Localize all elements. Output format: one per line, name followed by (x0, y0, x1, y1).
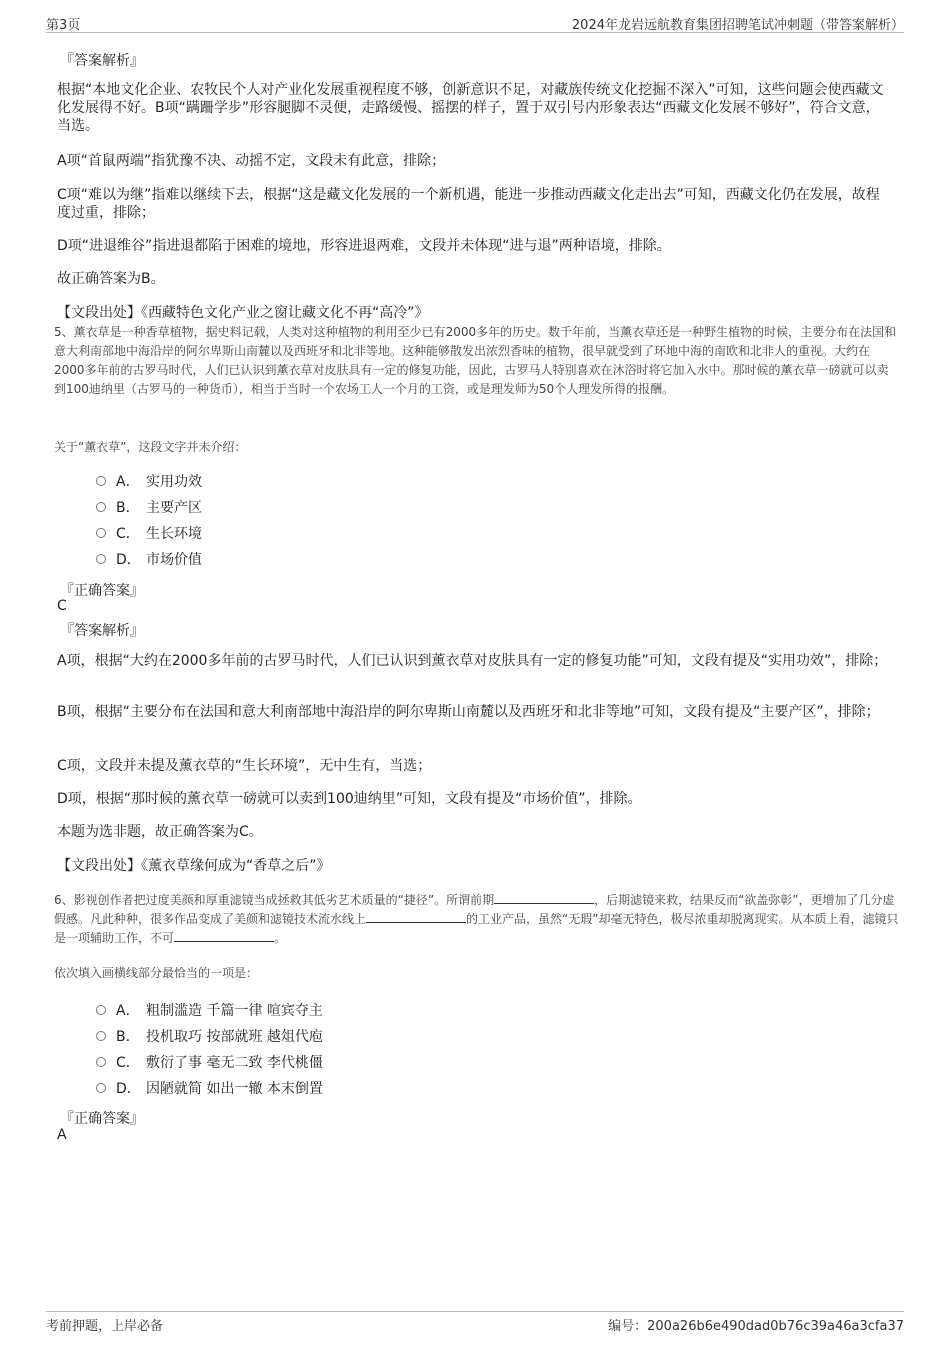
document-title: 2024年龙岩远航教育集团招聘笔试冲刺题（带答案解析） (571, 18, 904, 33)
correct-answer-label: 『正确答案』 (60, 1111, 144, 1127)
question-stem: 5、薰衣草是一种香草植物，据史料记载，人类对这种植物的利用至少已有2000多年的历史。数千年前，当薰衣草还是一种野生植物的时候，主要分布在法国和意大利南部地中海沿岸的阿尔卑斯山南麓以及西班牙和北非等地。这种能够散发出浓烈香味的植物，很早就受到了环地中海的南欧和北非人的重视。大约在2000多年前的古罗马时代，人们已认识到薰衣草对皮肤具有一定的修复功能，因此，古罗马人特别喜欢在沐浴时将它加入水中。那时候的薰衣草一磅就可以卖到100迪纳里（古罗马的一种货币），相当于当时一个农场工人一个月的工资，或是理发师为50个人理发所得的报酬。 (54, 325, 897, 396)
analysis-paragraph: 根据“本地文化企业、农牧民个人对产业化发展重视程度不够，创新意识不足，对藏族传统文化挖掘不深入”可知，这些问题会使西藏文化发展得不好。B项“蹒跚学步”形容腿脚不灵便，走路缓慢、摇摆的样子，置于双引号内形象表达“西藏文化发展不够好”，符合文意，当选。 (57, 82, 884, 134)
radio-button[interactable] (96, 1005, 106, 1015)
correct-answer: A (57, 1127, 67, 1143)
option-d[interactable] (96, 551, 202, 569)
document-code: 编号：200a26b6e490dad0b76c39a46a3cfa37 (608, 1319, 904, 1334)
radio-button[interactable] (96, 476, 106, 486)
page-header (46, 14, 904, 33)
option-letter: D． (116, 552, 141, 568)
analysis-paragraph: A项，根据“大约在2000多年前的古罗马时代，人们已认识到薰衣草对皮肤具有一定的修复功能”可知，文段有提及“实用功效”，排除； (57, 653, 888, 669)
analysis-label: 『答案解析』 (60, 623, 144, 639)
fill-blank (494, 891, 594, 904)
source-citation: 【文段出处】《西藏特色文化产业之窗让藏文化不再“高冷”》 (57, 305, 429, 321)
answer-conclusion: 故正确答案为B。 (57, 271, 165, 287)
stem-part: 6、影视创作者把过度美颜和厚重滤镜当成拯救其低劣艺术质量的“捷径”。所谓前期 (54, 893, 495, 907)
option-text: 主要产区 (146, 500, 202, 516)
option-text: 市场价值 (146, 552, 202, 568)
option-letter: B． (116, 1029, 140, 1045)
page-footer (46, 1311, 904, 1335)
radio-button[interactable] (96, 502, 106, 512)
analysis-paragraph: D项，根据“那时候的薰衣草一磅就可以卖到100迪纳里”可知，文段有提及“市场价值”，排除。 (57, 791, 642, 807)
analysis-paragraph: A项“首鼠两端”指犹豫不决、动摇不定，文段未有此意，排除； (57, 153, 446, 169)
option-c[interactable] (96, 525, 202, 543)
option-letter: C． (116, 526, 140, 542)
option-a[interactable] (96, 1002, 323, 1020)
option-text: 粗制滥造 千篇一律 喧宾夺主 (146, 1003, 323, 1019)
radio-button[interactable] (96, 1057, 106, 1067)
radio-button[interactable] (96, 554, 106, 564)
option-text: 投机取巧 按部就班 越俎代庖 (146, 1029, 323, 1045)
option-letter: C． (116, 1055, 140, 1071)
option-d[interactable] (96, 1080, 323, 1098)
option-b[interactable] (96, 499, 202, 517)
analysis-paragraph: B项，根据“主要分布在法国和意大利南部地中海沿岸的阿尔卑斯山南麓以及西班牙和北非等地”可知，文段有提及“主要产区”，排除； (57, 704, 880, 720)
radio-button[interactable] (96, 1083, 106, 1093)
stem-part: 的工业产品，虽然“无瑕”却毫无特色，极尽浓重却脱离现实。从本质上看，滤镜只是一项辅助工作，不可 (54, 912, 899, 945)
page-number: 第3页 (46, 18, 81, 33)
option-letter: D． (116, 1081, 141, 1097)
analysis-label: 『答案解析』 (60, 53, 144, 69)
option-text: 生长环境 (146, 526, 202, 542)
source-citation: 【文段出处】《薰衣草缘何成为“香草之后”》 (57, 858, 331, 874)
fill-blank (174, 929, 274, 942)
option-text: 实用功效 (146, 474, 202, 490)
analysis-paragraph: D项“进退维谷”指进退都陷于困难的境地，形容进退两难，文段并未体现“进与退”两种语境，排除。 (57, 238, 671, 254)
stem-part: ，后期滤镜来救，结果反而“欲盖弥彰”，更增加了几分虚假感。凡此种种，很多作品变成了美颜和滤镜技术流水线上 (54, 893, 895, 926)
answer-conclusion: 本题为选非题，故正确答案为C。 (57, 824, 263, 840)
analysis-paragraph: C项“难以为继”指难以继续下去，根据“这是藏文化发展的一个新机遇，能进一步推动西藏文化走出去”可知，西藏文化仍在发展，故程度过重，排除； (57, 187, 880, 221)
question-prompt: 依次填入画横线部分最恰当的一项是： (54, 966, 259, 980)
radio-button[interactable] (96, 528, 106, 538)
option-text: 因陋就简 如出一辙 本末倒置 (146, 1081, 323, 1097)
radio-button[interactable] (96, 1031, 106, 1041)
option-b[interactable] (96, 1028, 323, 1046)
question-stem (54, 891, 900, 948)
option-a[interactable] (96, 473, 202, 491)
question-prompt: 关于“薰衣草”，这段文字并未介绍： (54, 440, 247, 454)
option-letter: A． (116, 474, 140, 490)
correct-answer-label: 『正确答案』 (60, 583, 144, 599)
analysis-paragraph: C项，文段并未提及薰衣草的“生长环境”，无中生有，当选； (57, 758, 432, 774)
fill-blank (366, 910, 466, 923)
option-letter: B． (116, 500, 140, 516)
footer-slogan: 考前押题，上岸必备 (46, 1319, 164, 1334)
option-text: 敷衍了事 毫无二致 李代桃僵 (146, 1055, 323, 1071)
stem-part: 。 (274, 931, 287, 945)
option-letter: A． (116, 1003, 140, 1019)
correct-answer: C (57, 598, 67, 614)
option-c[interactable] (96, 1054, 323, 1072)
